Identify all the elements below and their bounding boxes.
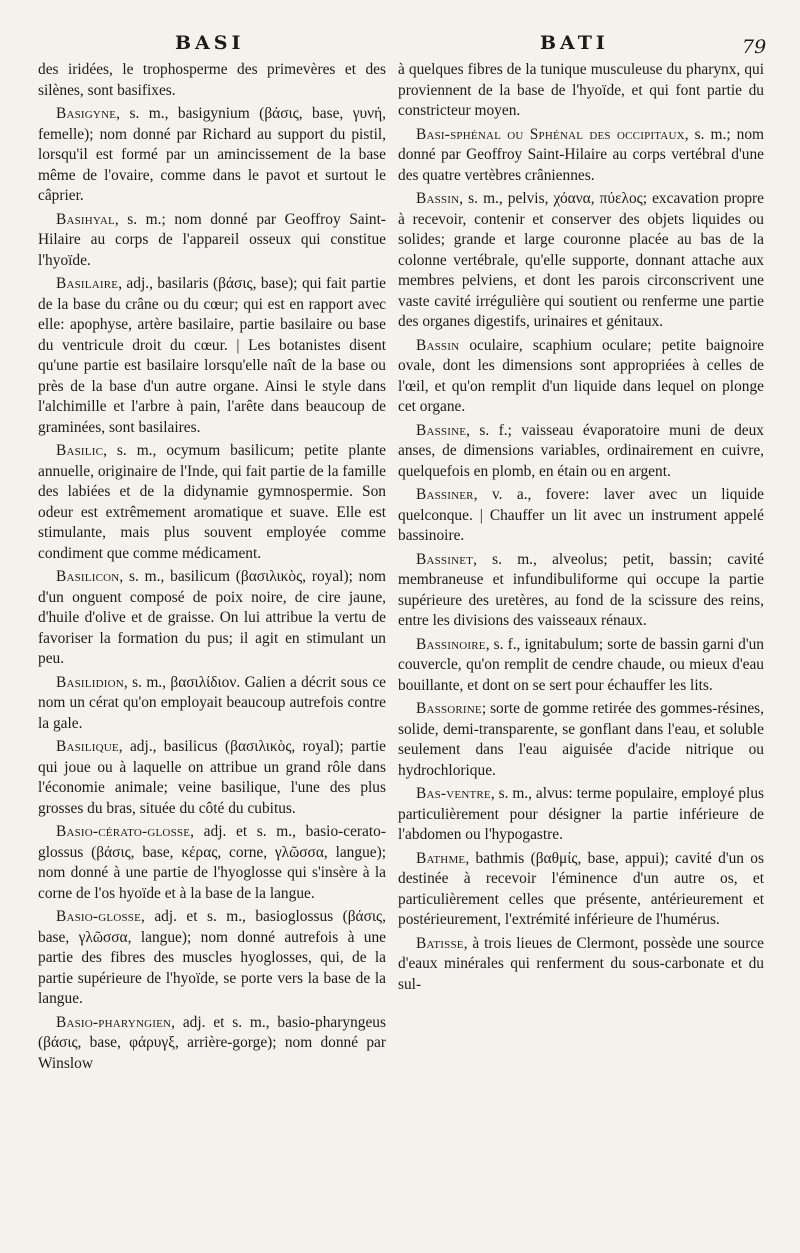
entry-text: , s. m.; nom donné par Geoffroy Saint-Hilaire au corps vertébral d'une des quatre vertèbres crâniennes. (398, 125, 764, 184)
entry-text: oculaire, scaphium oculare; petite baignoire ovale, dont les dimensions sont appropriées à celles de l'œil, et qu'on remplit d'un liquide dans lequel on plonge cet organe. (398, 336, 764, 415)
entry-text: , à trois lieues de Clermont, possède une source d'eaux minérales qui renferment du sous-carbonate et du sul- (398, 934, 764, 993)
entry-headword: Basilic (56, 442, 104, 459)
entry-text: , s. m., basigynium (βάσις, base, γυνή, femelle); nom donné par Richard au support du pistil, lorsqu'il est formé par un amincissement de la base même de l'ovaire, comme dans le pavot et surtout le câprier. (38, 105, 386, 204)
entry-headword: Basio-glosse (56, 908, 142, 925)
dictionary-entry (398, 635, 764, 697)
dictionary-entry (38, 822, 386, 904)
dictionary-entry (398, 934, 764, 996)
entry-headword: Bassin (416, 190, 460, 207)
dictionary-entry (398, 336, 764, 418)
running-head-right: BATI (540, 32, 609, 54)
entry-headword: Bassorine (416, 700, 482, 717)
dictionary-entry (38, 441, 386, 564)
dictionary-entry (398, 699, 764, 781)
dictionary-entry (398, 189, 764, 333)
dictionary-entry (398, 550, 764, 632)
dictionary-entry (38, 274, 386, 438)
entry-text: , s. m., pelvis, χόανα, πύελος; excavation propre à recevoir, contenir et conserver des objets liquides ou solides; grande et large couronne placée au bas de la colonne vertébrale, qu'elle supporte, donnant attache aux membres pelviens, et dont les parois circonscrivent une vaste cavité irrégulière qui soutient ou renferme une partie des organes digestifs, urinaires et génitaux. (398, 190, 764, 330)
dictionary-entry (38, 210, 386, 272)
entry-headword: Basihyal (56, 210, 115, 228)
entry-text: , adj. et s. m., basio-pharyngeus (βάσις, base, φάρυγξ, arrière-gorge); nom donné par Winslow (38, 1013, 386, 1072)
entry-text: , adj., basilicus (βασιλικὸς, royal); partie qui joue ou à laquelle on attribue un grand rôle dans l'économie animale; veine basilique, l'une des plus grosses du bras, située du côté du cubitus. (38, 738, 386, 817)
entry-headword: Basio-pharyngien (56, 1013, 172, 1031)
entry-text: , s. m., alvus: terme populaire, employé plus particulièrement pour désigner la partie inférieure de l'abdomen ou l'hypogastre. (398, 785, 764, 843)
entry-headword: Bassinoire (416, 635, 486, 653)
dictionary-entry (38, 673, 386, 735)
entry-text: des iridées, le trophosperme des primevères et des silènes, sont basifixes. (38, 61, 386, 99)
entry-headword: Bathme (416, 849, 466, 867)
entry-text: , s. f.; vaisseau évaporatoire muni de deux anses, de dimensions variables, ordinairement en cuivre, quelquefois en plomb, en étain ou en argent. (398, 421, 764, 480)
dictionary-entry (398, 125, 764, 187)
entry-text: , s. m., βασιλίδιον. Galien a décrit sous ce nom un cérat qu'on employait beaucoup autrefois contre la gale. (38, 673, 386, 732)
entry-headword: Bassiner (416, 486, 474, 503)
dictionary-entry (38, 737, 386, 819)
entry-text: , s. m., alveolus; petit, bassin; cavité membraneuse et infundibuliforme qui occupe la partie supérieure des uretères, au fond de la scissure des reins, entre les divisions des vaisseaux rénaux. (398, 550, 764, 629)
entry-text: à quelques fibres de la tunique musculeuse du pharynx, qui proviennent de la base de l'hyoïde, et qui font partie du constricteur moyen. (398, 61, 764, 119)
dictionary-entry (38, 907, 386, 1010)
entry-text: , adj., basilaris (βάσις, base); qui fait partie de la base du crâne ou du cœur; qui est en rapport avec elle: apophyse, artère basilaire, partie basilaire ou base du ventricule droit du cœur. | Les botanistes disent qu'une partie est basilaire lorsqu'elle naît de la base ou près de la base d'un autre organe. Ainsi le style dans l'alchimille et l'arbre à pain, l'arête dans beaucoup de graminées, sont basilaires. (38, 275, 386, 436)
right-column (398, 60, 764, 998)
dictionary-entry (38, 60, 386, 101)
dictionary-entry (398, 60, 764, 122)
entry-text: , s. m., ocymum basilicum; petite plante annuelle, originaire de l'Inde, qui fait partie de la famille des labiées et de la didynamie gymnospermie. Son odeur est extrêmement aromatique et suave. Elle est stimulante, mais plus souvent employée comme condiment que comme médicament. (38, 442, 386, 562)
entry-headword: Basi-sphénal ou Sphénal des occipitaux (416, 125, 685, 143)
entry-headword: Basilaire (56, 275, 119, 292)
entry-text: , s. m., basilicum (βασιλικὸς, royal); nom d'un onguent composé de poix noire, de cire jaune, d'huile d'olive et de graisse. On lui attribue la vertu de favoriser la formation du pus; il agit en stimulant un peu. (38, 568, 386, 667)
entry-headword: Batisse (416, 934, 464, 952)
dictionary-entry (38, 1013, 386, 1075)
running-head-left: BASI (175, 32, 245, 54)
entry-headword: Bassine (416, 421, 467, 439)
dictionary-entry (398, 485, 764, 547)
entry-text: , adj. et s. m., basio-cerato-glossus (βάσις, base, κέρας, corne, γλῶσσα, langue); nom donné à une partie de l'hyoglosse qui s'insère à la corne de l'os hyoïde et à la base de la langue. (38, 823, 386, 902)
entry-text: , bathmis (βαθμίς, base, appui); cavité d'un os destinée à recevoir l'éminence d'un autre os, et particulièrement celles que présente, antérieurement et postérieurement, l'extrémité inférieure de l'humérus. (398, 849, 764, 928)
entry-text: , v. a., fovere: laver avec un liquide quelconque. | Chauffer un lit avec un instrument appelé bassinoire. (398, 486, 764, 544)
dictionary-entry (398, 849, 764, 931)
entry-text: , adj. et s. m., basioglossus (βάσις, base, γλῶσσα, langue); nom donné autrefois à une partie des fibres des muscles hyoglosses, qui, de la partie supérieure de l'hyoïde, se porte vers la base de la langue. (38, 908, 386, 1007)
entry-text: , s. f., ignitabulum; sorte de bassin garni d'un couvercle, qu'on remplit de cendre chaude, ou mieux d'eau bouillante, et dont on se sert pour échauffer les lits. (398, 635, 764, 694)
dictionary-entry (398, 421, 764, 483)
entry-headword: Basigyne (56, 105, 117, 122)
entry-headword: Bassinet (416, 550, 474, 568)
dictionary-entry (398, 784, 764, 846)
page-number: 79 (742, 36, 767, 58)
entry-headword: Basilicon (56, 568, 120, 585)
entry-text: , s. m.; nom donné par Geoffroy Saint-Hilaire au corps de l'appareil osseux qui constitue l'hyoïde. (38, 210, 386, 269)
dictionary-entry (38, 104, 386, 207)
entry-headword: Bassin (416, 336, 460, 354)
dictionary-entry (38, 567, 386, 670)
entry-text: ; sorte de gomme retirée des gommes-résines, solide, demi-transparente, se gonflant dans l'eau, et soluble seulement dans l'eau aiguisée d'acide nitrique ou hydrochlorique. (398, 700, 764, 779)
entry-headword: Basilidion (56, 673, 124, 691)
entry-headword: Basio-cérato-glosse (56, 823, 191, 840)
left-column (38, 60, 386, 1077)
entry-headword: Basilique (56, 738, 119, 755)
entry-headword: Bas-ventre (416, 785, 491, 802)
